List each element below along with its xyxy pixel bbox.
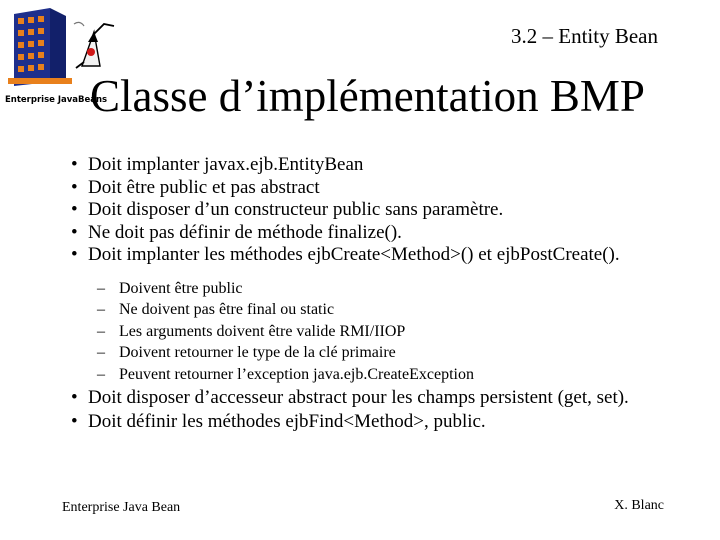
- sub-list-item: – Doivent retourner le type de la clé primaire: [0, 342, 474, 363]
- sub-list-item: – Doivent être public: [0, 278, 474, 299]
- section-header: 3.2 – Entity Bean: [511, 24, 658, 48]
- sub-list-item: – Ne doivent pas être final ou static: [0, 299, 474, 320]
- sub-list-item: – Peuvent retourner l’exception java.ejb.CreateException: [0, 364, 474, 385]
- sub-bullet-list: [0, 278, 474, 385]
- list-item: • Doit implanter les méthodes ejbCreate<Method>() et ejbPostCreate().: [0, 244, 620, 267]
- list-item: • Ne doit pas définir de méthode finalize().: [0, 222, 620, 245]
- list-item: • Doit implanter javax.ejb.EntityBean: [0, 154, 620, 177]
- bullet-list: [0, 154, 620, 267]
- sub-list-item: – Les arguments doivent être valide RMI/IIOP: [0, 321, 474, 342]
- svg-text:Enterprise JavaBeans: Enterprise JavaBeans: [5, 95, 108, 105]
- list-item: • Doit définir les méthodes ejbFind<Method>, public.: [0, 410, 629, 434]
- bullet-list-continued: [0, 386, 629, 433]
- footer-left: Enterprise Java Bean: [62, 500, 181, 515]
- footer-right: X. Blanc: [614, 498, 664, 513]
- list-item: • Doit être public et pas abstract: [0, 177, 620, 200]
- list-item: • Doit disposer d’un constructeur public sans paramètre.: [0, 199, 620, 222]
- slide-title: Classe d’implémentation BMP: [90, 71, 645, 121]
- list-item: • Doit disposer d’accesseur abstract pour les champs persistent (get, set).: [0, 386, 629, 410]
